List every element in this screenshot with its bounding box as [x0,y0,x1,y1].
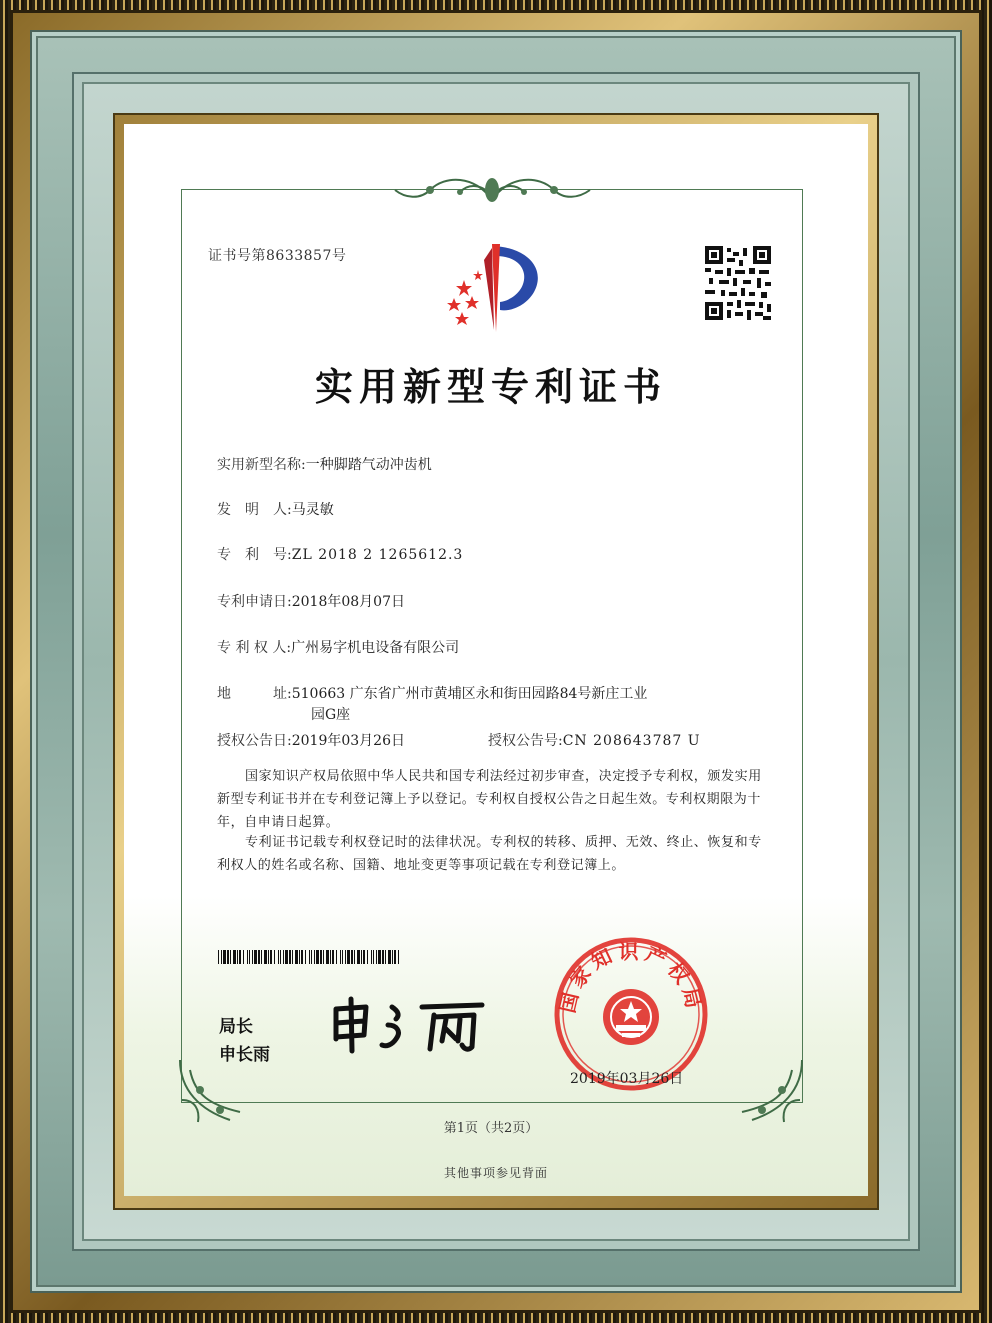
svg-text:国家知识产权局: 国家知识产权局 [555,939,707,1016]
barcode-bar [223,950,226,964]
barcode-bar [239,950,241,964]
barcode-bar [283,950,284,964]
barcode-bar [330,950,331,964]
inventor-value: 马灵敏 [291,502,334,518]
barcode-bar [326,950,329,964]
barcode-bar [314,950,315,964]
field-grant-date [217,730,405,750]
barcode-bar [243,950,244,964]
barcode-bar [347,950,350,964]
barcode-bar [342,950,343,964]
barcode-bar [351,950,353,964]
patent-number-value: ZL 2018 2 1265612.3 [291,547,464,563]
barcode-bar [398,950,399,964]
barcode-bar [268,950,269,964]
barcode-bar [382,950,384,964]
grant-number-value: CN 208643787 U [562,733,701,749]
barcode-bar [221,950,222,964]
grant-date-label: 授权公告日: [217,733,292,749]
field-inventor [217,499,334,519]
barcode-bar [394,950,396,964]
barcode-bar [323,950,324,964]
barcode-bar [258,950,260,964]
barcode-bar [305,950,306,964]
barcode-bar [233,950,236,964]
barcode-bar [249,950,250,964]
field-utility-model-name [217,454,432,474]
barcode-bar [354,950,355,964]
barcode-bar [385,950,386,964]
barcode-bar [367,950,368,964]
barcode-bar [247,950,248,964]
barcode-bar [301,950,303,964]
certificate-number: 证书号第8633857号 [208,248,347,264]
barcode-bar [230,950,231,964]
barcode-bar [227,950,229,964]
certificate-paragraph-1: 国家知识产权局依照中华人民共和国专利法经过初步审查，决定授予专利权，颁发实用新型专利证书并在专利登记簿上予以登记。专利权自授权公告之日起生效。专利权期限为十年，自申请日起算。 [217,769,762,830]
barcode-bar [292,950,293,964]
barcode-bar [311,950,312,964]
barcode-bar [363,950,365,964]
address-label: 地 址: [217,686,292,702]
barcode-bar [278,950,279,964]
barcode-bar [237,950,238,964]
barcode-bar [280,950,281,964]
barcode-bar [376,950,377,964]
seal-date: 2019年03月26日 [570,1071,684,1087]
field-application-date [217,591,405,611]
certificate-title: 实用新型专利证书 [314,364,667,409]
barcode-bar [309,950,310,964]
patentee-value: 广州易字机电设备有限公司 [291,640,460,656]
barcode-bar [378,950,381,964]
application-date-label: 专利申请日: [217,594,292,610]
barcode-bar [218,950,219,964]
barcode-bar [285,950,288,964]
barcode-bar [345,950,346,964]
application-date-value: 2018年08月07日 [291,594,405,610]
inventor-label: 发 明 人: [217,502,292,518]
barcode-bar [254,950,257,964]
barcode-bar [270,950,272,964]
qr-code-icon [705,246,771,320]
barcode-bar [371,950,372,964]
patentee-label: 专 利 权 人: [217,640,292,656]
barcode-bar [392,950,393,964]
footer-note: 其他事项参见背面 [443,1166,548,1180]
field-patentee [217,637,459,657]
barcode-bar [340,950,341,964]
barcode-bar [357,950,360,964]
field-address [217,683,647,703]
address-value-line2: 园G座 [311,707,351,723]
grant-number-label: 授权公告号: [488,733,563,749]
utility-model-name-label: 实用新型名称: [217,457,306,473]
barcode-bar [336,950,337,964]
field-patent-number [217,544,463,564]
barcode-bar [373,950,374,964]
utility-model-name-value: 一种脚踏气动冲齿机 [305,457,432,473]
barcode-bar [261,950,262,964]
barcode-bar [388,950,391,964]
address-value-line1: 510663 广东省广州市黄埔区永和街田园路84号新庄工业 [291,686,648,702]
barcode-bar [289,950,291,964]
director-signature-icon [322,995,492,1055]
patent-number-label: 专 利 号: [217,547,292,563]
barcode-bar [264,950,267,964]
barcode-bar [299,950,300,964]
director-title: 局长 [219,1017,253,1037]
barcode-bar [274,950,275,964]
director-name: 申长雨 [219,1045,270,1065]
grant-date-value: 2019年03月26日 [291,733,405,749]
barcode-bar [320,950,322,964]
patent-office-logo-icon [434,240,554,336]
barcode-bar [361,950,362,964]
field-grant-number [488,730,701,750]
barcode-bar [316,950,319,964]
barcode-bar [332,950,334,964]
barcode-bar [252,950,253,964]
ornament-top-icon [385,170,600,212]
certificate-paragraph-2: 专利证书记载专利权登记时的法律状况。专利权的转移、质押、无效、终止、恢复和专利权人的姓名或名称、国籍、地址变更等事项记载在专利登记簿上。 [217,835,762,873]
barcode-bar [295,950,298,964]
page-info: 第1页（共2页） [443,1121,539,1136]
barcode-icon [218,950,400,964]
